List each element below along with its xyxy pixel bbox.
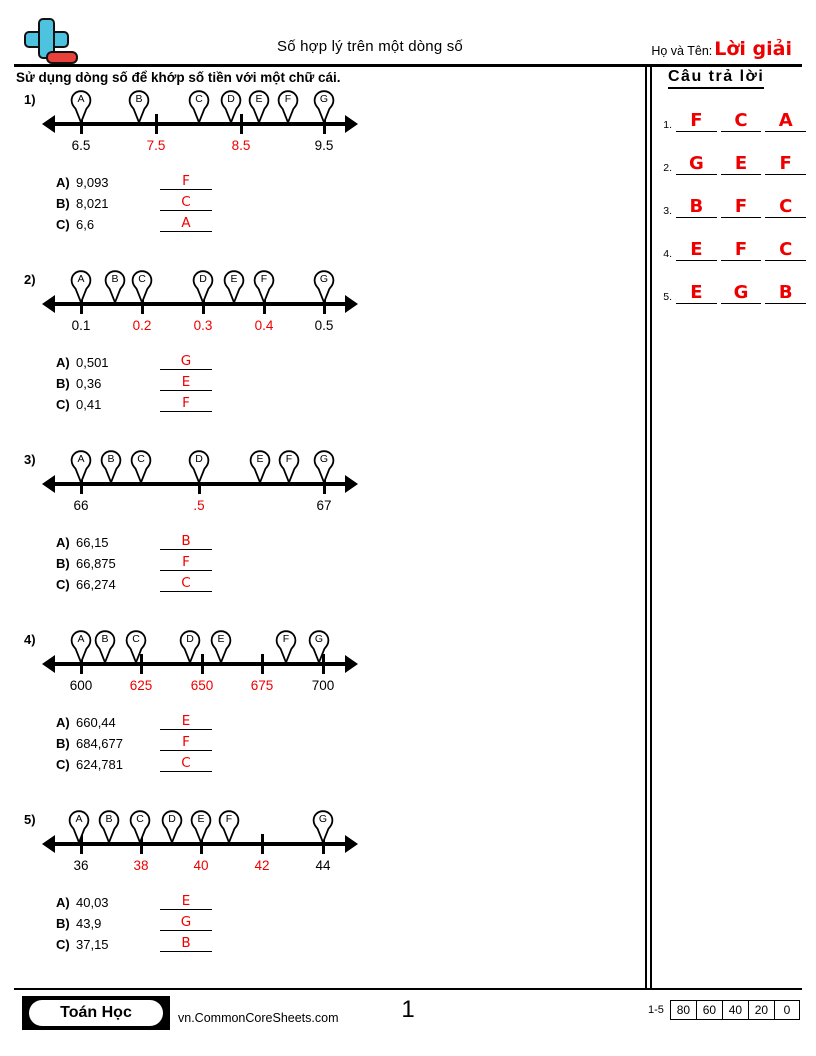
instruction-text: Sử dụng dòng số để khớp số tiền với một chữ cái. bbox=[16, 70, 341, 85]
answer-row bbox=[656, 145, 806, 175]
choice-answer-blank[interactable]: G bbox=[160, 914, 212, 931]
number-line-tick bbox=[261, 654, 264, 674]
choice-letter: A) bbox=[56, 355, 70, 370]
number-line-marker-pin-icon[interactable] bbox=[190, 810, 212, 844]
number-line-marker-pin-icon[interactable] bbox=[179, 630, 201, 664]
column-divider-left bbox=[645, 66, 647, 988]
choice-row bbox=[56, 890, 212, 910]
choice-value: 684,677 bbox=[76, 736, 123, 751]
number-line-tick-label: 44 bbox=[315, 858, 331, 873]
name-label: Họ và Tên: bbox=[651, 44, 713, 58]
choice-letter: B) bbox=[56, 376, 70, 391]
choice-row bbox=[56, 212, 212, 232]
marker-letter: E bbox=[256, 453, 264, 465]
number-line-marker-pin-icon[interactable] bbox=[313, 450, 335, 484]
marker-letter: G bbox=[319, 453, 329, 465]
problem-number: 1) bbox=[24, 92, 36, 107]
number-line-tick bbox=[261, 834, 264, 854]
marker-letter: B bbox=[135, 93, 143, 105]
number-line-tick-label: 7.5 bbox=[146, 138, 166, 153]
marker-letter: B bbox=[111, 273, 119, 285]
choice-letter: B) bbox=[56, 736, 70, 751]
choice-answer-blank[interactable]: F bbox=[160, 734, 212, 751]
answer-row bbox=[656, 102, 806, 132]
answer-row bbox=[656, 274, 806, 304]
answer-row-number: 4. bbox=[663, 248, 672, 260]
number-line-marker-pin-icon[interactable] bbox=[312, 810, 334, 844]
choice-row bbox=[56, 392, 212, 412]
number-line-marker-pin-icon[interactable] bbox=[313, 270, 335, 304]
number-line-marker-pin-icon[interactable] bbox=[70, 90, 92, 124]
number-line-tick-label: 6.5 bbox=[71, 138, 91, 153]
number-line-tick-label: 42 bbox=[254, 858, 270, 873]
choice-answer-blank[interactable]: F bbox=[160, 173, 212, 190]
number-line-tick-label: 67 bbox=[316, 498, 332, 513]
choice-row bbox=[56, 371, 212, 391]
plus-minus-logo-icon bbox=[18, 18, 80, 66]
number-line-tick-label: 600 bbox=[69, 678, 93, 693]
number-line-tick bbox=[201, 654, 204, 674]
number-line-tick-label: 40 bbox=[193, 858, 209, 873]
logo-minus-bar bbox=[46, 51, 78, 64]
choice-answer-blank[interactable]: C bbox=[160, 575, 212, 592]
name-value: Lời giải bbox=[714, 38, 792, 60]
marker-letter: A bbox=[77, 93, 85, 105]
number-line-marker-pin-icon[interactable] bbox=[125, 630, 147, 664]
score-range-label: 1-5 bbox=[648, 1004, 664, 1016]
number-line-marker-pin-icon[interactable] bbox=[94, 630, 116, 664]
number-line-tick-label: 0.2 bbox=[132, 318, 152, 333]
score-cells bbox=[670, 1000, 800, 1020]
number-line-tick-label: 650 bbox=[190, 678, 214, 693]
choice-value: 0,501 bbox=[76, 355, 109, 370]
answer-blank[interactable]: F bbox=[721, 197, 762, 218]
choice-row bbox=[56, 551, 212, 571]
number-line-tick-label: 675 bbox=[250, 678, 274, 693]
marker-letter: G bbox=[319, 273, 329, 285]
choice-value: 43,9 bbox=[76, 916, 102, 931]
choice-letter: C) bbox=[56, 937, 70, 952]
number-line-marker-pin-icon[interactable] bbox=[210, 630, 232, 664]
problem-number: 2) bbox=[24, 272, 36, 287]
choice-answer-blank[interactable]: E bbox=[160, 713, 212, 730]
choice-letter: C) bbox=[56, 397, 70, 412]
choice-row bbox=[56, 170, 212, 190]
number-line-marker-pin-icon[interactable] bbox=[192, 270, 214, 304]
number-line-marker-pin-icon[interactable] bbox=[128, 90, 150, 124]
arrow-left-icon bbox=[42, 835, 55, 853]
number-line-marker-pin-icon[interactable] bbox=[70, 630, 92, 664]
number-line-tick-label: 36 bbox=[73, 858, 89, 873]
marker-letter: F bbox=[284, 93, 292, 105]
problem-number: 5) bbox=[24, 812, 36, 827]
choice-answer-blank[interactable]: B bbox=[160, 533, 212, 550]
choice-value: 624,781 bbox=[76, 757, 123, 772]
arrow-left-icon bbox=[42, 115, 55, 133]
arrow-right-icon bbox=[345, 295, 358, 313]
marker-letter: B bbox=[105, 813, 113, 825]
choice-row bbox=[56, 911, 212, 931]
score-table bbox=[648, 1000, 800, 1020]
answer-blank[interactable]: E bbox=[676, 240, 717, 261]
answer-row bbox=[656, 188, 806, 218]
marker-letter: E bbox=[197, 813, 205, 825]
choice-value: 66,15 bbox=[76, 535, 109, 550]
number-line bbox=[0, 452, 400, 532]
marker-letter: D bbox=[186, 633, 194, 645]
answer-key-panel bbox=[656, 68, 806, 304]
choice-value: 37,15 bbox=[76, 937, 109, 952]
marker-letter: D bbox=[168, 813, 176, 825]
worksheet-title: Số hợp lý trên một dòng số bbox=[277, 38, 463, 55]
marker-letter: G bbox=[319, 93, 329, 105]
choice-letter: A) bbox=[56, 535, 70, 550]
marker-letter: B bbox=[107, 453, 115, 465]
number-line-marker-pin-icon[interactable] bbox=[104, 270, 126, 304]
number-line-marker-pin-icon[interactable] bbox=[131, 270, 153, 304]
number-line-marker-pin-icon[interactable] bbox=[130, 450, 152, 484]
choice-letter: A) bbox=[56, 175, 70, 190]
choice-answer-blank[interactable]: A bbox=[160, 215, 212, 232]
answer-blank[interactable]: G bbox=[676, 154, 717, 175]
choice-row bbox=[56, 191, 212, 211]
marker-letter: D bbox=[195, 453, 203, 465]
column-divider-right bbox=[650, 66, 652, 988]
marker-letter: A bbox=[77, 633, 85, 645]
number-line-marker-pin-icon[interactable] bbox=[220, 90, 242, 124]
choice-row bbox=[56, 572, 212, 592]
choice-answer-blank[interactable]: F bbox=[160, 395, 212, 412]
choice-letter: B) bbox=[56, 196, 70, 211]
choice-value: 0,41 bbox=[76, 397, 102, 412]
marker-letter: F bbox=[282, 633, 290, 645]
footer-divider bbox=[14, 988, 802, 990]
choice-value: 6,6 bbox=[76, 217, 95, 232]
choice-answer-blank[interactable]: E bbox=[160, 893, 212, 910]
choice-row bbox=[56, 752, 212, 772]
number-line-marker-pin-icon[interactable] bbox=[218, 810, 240, 844]
score-cell[interactable]: 40 bbox=[722, 1000, 748, 1020]
answer-blank[interactable]: B bbox=[676, 197, 717, 218]
arrow-left-icon bbox=[42, 475, 55, 493]
problem-number: 3) bbox=[24, 452, 36, 467]
marker-letter: A bbox=[77, 273, 85, 285]
number-line-marker-pin-icon[interactable] bbox=[278, 450, 300, 484]
choice-value: 66,875 bbox=[76, 556, 116, 571]
problem-number: 4) bbox=[24, 632, 36, 647]
number-line-marker-pin-icon[interactable] bbox=[68, 810, 90, 844]
answer-blank[interactable]: B bbox=[765, 283, 806, 304]
answer-row bbox=[656, 231, 806, 261]
number-line-tick bbox=[155, 114, 158, 134]
marker-letter: E bbox=[230, 273, 238, 285]
marker-letter: G bbox=[318, 813, 328, 825]
answer-blank[interactable]: C bbox=[721, 111, 762, 132]
answer-panel-title: Câu trả lời bbox=[668, 68, 764, 89]
answer-blank[interactable]: E bbox=[676, 283, 717, 304]
number-line-marker-pin-icon[interactable] bbox=[70, 450, 92, 484]
number-line-marker-pin-icon[interactable] bbox=[223, 270, 245, 304]
number-line-marker-pin-icon[interactable] bbox=[188, 90, 210, 124]
answer-row-number: 1. bbox=[663, 119, 672, 131]
number-line-tick-label: 0.4 bbox=[254, 318, 274, 333]
arrow-right-icon bbox=[345, 835, 358, 853]
choice-answer-blank[interactable]: E bbox=[160, 374, 212, 391]
score-cell[interactable]: 60 bbox=[696, 1000, 722, 1020]
choice-row bbox=[56, 350, 212, 370]
number-line bbox=[0, 92, 400, 172]
marker-letter: F bbox=[225, 813, 233, 825]
marker-letter: C bbox=[137, 453, 145, 465]
answer-blank[interactable]: F bbox=[765, 154, 806, 175]
choice-row bbox=[56, 530, 212, 550]
number-line-tick-label: 8.5 bbox=[231, 138, 251, 153]
choice-letter: C) bbox=[56, 577, 70, 592]
choice-value: 660,44 bbox=[76, 715, 116, 730]
number-line-tick-label: 9.5 bbox=[314, 138, 334, 153]
marker-letter: D bbox=[199, 273, 207, 285]
choice-value: 9,093 bbox=[76, 175, 109, 190]
number-line bbox=[0, 632, 400, 712]
choice-letter: C) bbox=[56, 217, 70, 232]
marker-letter: A bbox=[77, 453, 85, 465]
choice-row bbox=[56, 731, 212, 751]
marker-letter: B bbox=[101, 633, 109, 645]
choice-answer-blank[interactable]: C bbox=[160, 194, 212, 211]
number-line bbox=[0, 812, 400, 892]
number-line-marker-pin-icon[interactable] bbox=[70, 270, 92, 304]
number-line-tick-label: 700 bbox=[311, 678, 335, 693]
number-line-tick-label: 625 bbox=[129, 678, 153, 693]
choice-answer-blank[interactable]: G bbox=[160, 353, 212, 370]
number-line-tick-label: 38 bbox=[133, 858, 149, 873]
choice-row bbox=[56, 710, 212, 730]
choice-list bbox=[56, 170, 212, 233]
answer-row-number: 5. bbox=[663, 291, 672, 303]
number-line-marker-pin-icon[interactable] bbox=[98, 810, 120, 844]
number-line-marker-pin-icon[interactable] bbox=[129, 810, 151, 844]
answer-row-number: 3. bbox=[663, 205, 672, 217]
choice-row bbox=[56, 932, 212, 952]
choice-list bbox=[56, 350, 212, 413]
number-line-tick-label: 0.1 bbox=[71, 318, 91, 333]
score-cell[interactable]: 80 bbox=[670, 1000, 696, 1020]
choice-value: 0,36 bbox=[76, 376, 102, 391]
number-line-marker-pin-icon[interactable] bbox=[253, 270, 275, 304]
number-line-marker-pin-icon[interactable] bbox=[308, 630, 330, 664]
arrow-right-icon bbox=[345, 115, 358, 133]
header-divider bbox=[14, 64, 802, 67]
number-line-marker-pin-icon[interactable] bbox=[277, 90, 299, 124]
choice-value: 40,03 bbox=[76, 895, 109, 910]
choice-answer-blank[interactable]: B bbox=[160, 935, 212, 952]
choice-letter: B) bbox=[56, 556, 70, 571]
answer-blank[interactable]: G bbox=[721, 283, 762, 304]
score-cell[interactable]: 0 bbox=[774, 1000, 800, 1020]
answer-rows bbox=[656, 102, 806, 304]
marker-letter: F bbox=[285, 453, 293, 465]
answer-row-number: 2. bbox=[663, 162, 672, 174]
page-number: 1 bbox=[401, 996, 415, 1023]
answer-blank[interactable]: F bbox=[721, 240, 762, 261]
answer-blank[interactable]: F bbox=[676, 111, 717, 132]
choice-answer-blank[interactable]: C bbox=[160, 755, 212, 772]
number-line-tick-label: 66 bbox=[73, 498, 89, 513]
marker-letter: C bbox=[136, 813, 144, 825]
score-cell[interactable]: 20 bbox=[748, 1000, 774, 1020]
marker-letter: C bbox=[195, 93, 203, 105]
marker-letter: E bbox=[255, 93, 263, 105]
number-line-marker-pin-icon[interactable] bbox=[161, 810, 183, 844]
number-line-marker-pin-icon[interactable] bbox=[248, 90, 270, 124]
number-line-marker-pin-icon[interactable] bbox=[188, 450, 210, 484]
number-line-marker-pin-icon[interactable] bbox=[249, 450, 271, 484]
number-line-tick bbox=[198, 484, 201, 494]
site-url: vn.CommonCoreSheets.com bbox=[178, 1011, 339, 1025]
marker-letter: G bbox=[314, 633, 324, 645]
choice-list bbox=[56, 710, 212, 773]
marker-letter: C bbox=[138, 273, 146, 285]
choice-letter: B) bbox=[56, 916, 70, 931]
answer-blank[interactable]: C bbox=[765, 197, 806, 218]
marker-letter: A bbox=[75, 813, 83, 825]
choice-letter: A) bbox=[56, 895, 70, 910]
number-line-tick-label: .5 bbox=[193, 498, 205, 513]
answer-blank[interactable]: E bbox=[721, 154, 762, 175]
marker-letter: C bbox=[132, 633, 140, 645]
arrow-right-icon bbox=[345, 475, 358, 493]
choice-answer-blank[interactable]: F bbox=[160, 554, 212, 571]
name-field-area bbox=[651, 38, 792, 60]
number-line-marker-pin-icon[interactable] bbox=[275, 630, 297, 664]
choice-value: 66,274 bbox=[76, 577, 116, 592]
number-line-marker-pin-icon[interactable] bbox=[100, 450, 122, 484]
brand-badge-label: Toán Học bbox=[29, 1000, 163, 1026]
marker-letter: E bbox=[217, 633, 225, 645]
arrow-left-icon bbox=[42, 655, 55, 673]
choice-letter: C) bbox=[56, 757, 70, 772]
arrow-right-icon bbox=[345, 655, 358, 673]
choice-list bbox=[56, 530, 212, 593]
choice-letter: A) bbox=[56, 715, 70, 730]
page-header bbox=[0, 0, 816, 68]
arrow-left-icon bbox=[42, 295, 55, 313]
number-line-marker-pin-icon[interactable] bbox=[313, 90, 335, 124]
choice-value: 8,021 bbox=[76, 196, 109, 211]
choice-list bbox=[56, 890, 212, 953]
marker-letter: F bbox=[260, 273, 268, 285]
marker-letter: D bbox=[227, 93, 235, 105]
number-line-tick-label: 0.3 bbox=[193, 318, 213, 333]
number-line bbox=[0, 272, 400, 352]
answer-blank[interactable]: C bbox=[765, 240, 806, 261]
answer-blank[interactable]: A bbox=[765, 111, 806, 132]
number-line-tick-label: 0.5 bbox=[314, 318, 334, 333]
